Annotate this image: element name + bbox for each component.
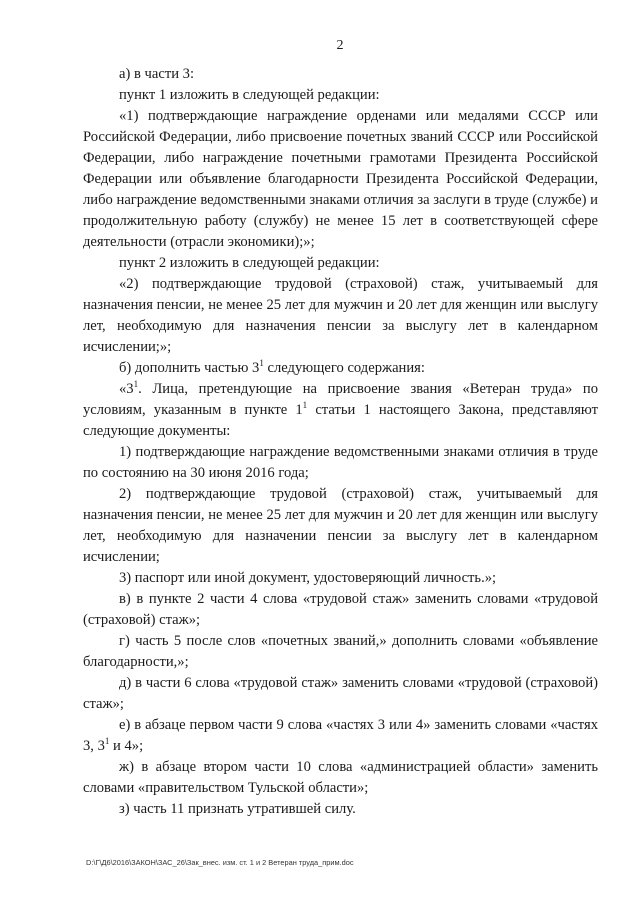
paragraph-b-after: следующего содержания: (263, 360, 425, 376)
paragraph-e (83, 715, 598, 757)
paragraph-doc-2: 2) подтверждающие трудовой (страховой) стаж, учитываемый для назначения пенсии, не менее 25 лет для мужчин и 20 лет для женщин или выслугу лет, необходимую для назначении пенсии за выслугу лет в календарном исчислении; (83, 486, 598, 565)
paragraph-zh: ж) в абзаце втором части 10 слова «администрацией области» заменить словами «правительством Тульской области»; (83, 759, 598, 796)
paragraph-part-3-1-mid: . Лица, претендующие на присвоение звания «Ветеран труда» по условиям, указанным в пункте 1 (83, 381, 598, 418)
superscript: 1 (133, 379, 139, 390)
paragraph-d: д) в части 6 слова «трудовой стаж» заменить словами «трудовой (страховой) стаж»; (83, 675, 598, 712)
paragraph-point1-intro: пункт 1 изложить в следующей редакции: (119, 87, 380, 103)
paragraph-doc-3: 3) паспорт или иной документ, удостоверяющий личность.»; (119, 570, 497, 586)
document-body (83, 64, 598, 820)
paragraph-part-3-1-before: «3 (119, 381, 134, 397)
paragraph-z: з) часть 11 признать утратившей силу. (119, 801, 356, 817)
paragraph-e-after: и 4»; (109, 738, 144, 754)
paragraph-b-before: б) дополнить частью 3 (119, 360, 260, 376)
paragraph-a: а) в части 3: (119, 66, 195, 82)
footer-file-path: D:\Г\Д6\2016\ЗАКОН\ЗАС_26\Зак_внес. изм. ст. 1 и 2 Ветеран труда_прим.doc (86, 858, 354, 867)
paragraph-doc-1: 1) подтверждающие награждение ведомственными знаками отличия в труде по состоянию на 30 июня 2016 года; (83, 444, 598, 481)
paragraph-v: в) в пункте 2 части 4 слова «трудовой стаж» заменить словами «трудовой (страховой) стаж»; (83, 591, 598, 628)
paragraph-point2-text: «2) подтверждающие трудовой (страховой) стаж, учитываемый для назначения пенсии, не менее 25 лет для мужчин и 20 лет для женщин или выслугу лет, необходимую для назначения пенсии за выслугу лет в календарном исчислении;»; (83, 276, 598, 355)
superscript: 1 (302, 400, 308, 411)
superscript: 1 (104, 736, 110, 747)
paragraph-point1-text: «1) подтверждающие награждение орденами или медалями СССР или Российской Федерации, либо присвоение почетных званий СССР или Российской Федерации, либо награждение почетными грамотами Президента Российской Федерации или объявление благодарности Президента Российской Федерации, либо награждение ведомственными знаками отличия за заслуги в труде (службе) и продолжительную работу (службу) не менее 15 лет в соответствующей сфере деятельности (отрасли экономики);»; (83, 108, 598, 250)
paragraph-part-3-1 (83, 379, 598, 442)
paragraph-e-before: е) в абзаце первом части 9 слова «частях 3 или 4» заменить словами «частях 3, 3 (83, 717, 598, 754)
page-number: 2 (336, 38, 344, 53)
paragraph-g: г) часть 5 после слов «почетных званий,» дополнить словами «объявление благодарности,»; (83, 633, 598, 670)
paragraph-part-3-1-after: статьи 1 настоящего Закона, представляют следующие документы: (83, 402, 598, 439)
superscript: 1 (259, 358, 264, 369)
paragraph-point2-intro: пункт 2 изложить в следующей редакции: (119, 255, 380, 271)
paragraph-b (83, 358, 598, 379)
